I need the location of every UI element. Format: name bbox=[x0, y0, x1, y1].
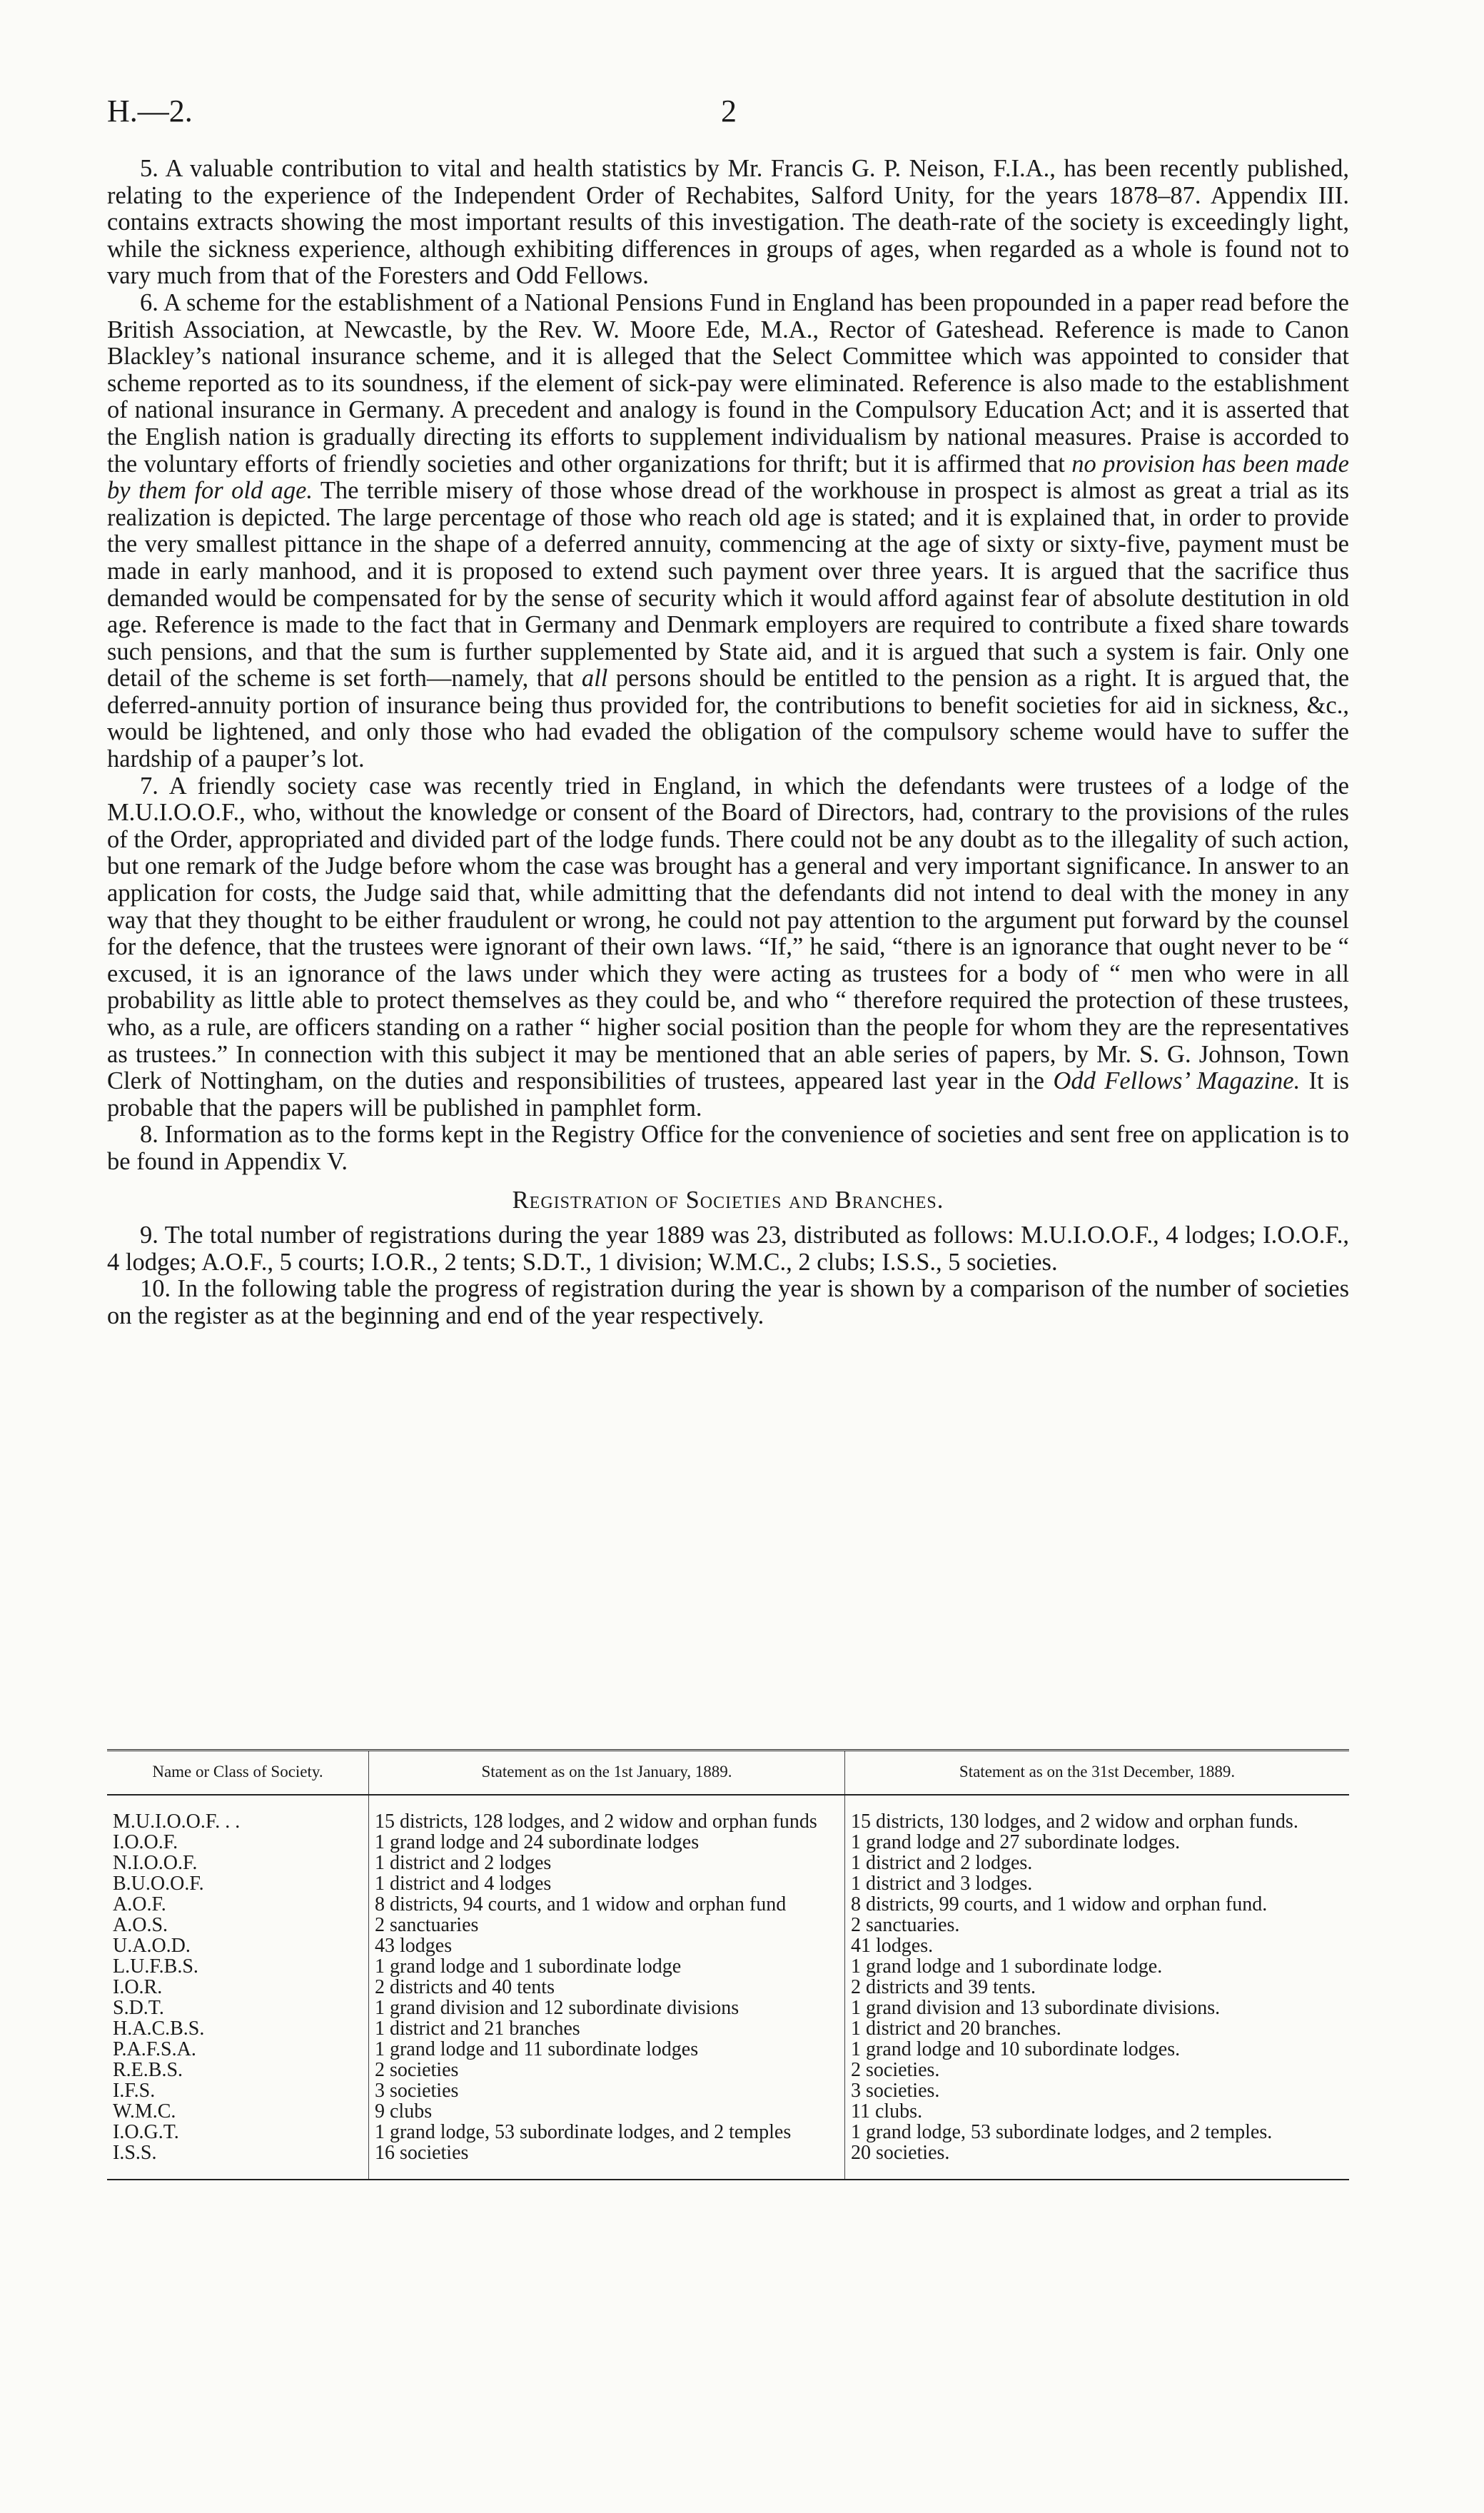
dec-statement-cell: 1 district and 3 lodges. bbox=[845, 1873, 1350, 1894]
paragraph-6: 6. A scheme for the establishment of a National Pensions Fund in England has been propounded in a paper read before the British Association, at Newcastle, by the Rev. W. Moore Ede, M.A., Rector of Gateshead. Reference is made to Canon Blackley’s national insurance scheme, and it is alleged that the Select Committee which was appointed to consider that scheme reported as to its soundness, if the element of sick-pay were eliminated. Reference is also made to the establishment of national insurance in Germany. A precedent and analogy is found in the Compulsory Education Act; and it is asserted that the English nation is gradually directing its efforts to supplement individualism by national measures. Praise is accorded to the voluntary efforts of friendly societies and other organizations for thrift; but it is affirmed that no provision has been made by them for old age. The terrible misery of those whose dread of the workhouse in prospect is almost as great a trial as its realization is depicted. The large percentage of those who reach old age is stated; and it is explained that, in order to provide the very smallest pittance in the shape of a deferred annuity, commencing at the age of sixty or sixty-five, payment must be made in early manhood, and it is proposed to extend such payment over three years. It is argued that the sacrifice thus demanded would be compensated for by the sense of security which it would afford against fear of absolute destitution in old age. Reference is made to the fact that in Germany and Denmark employers are required to contribute a fixed share towards such pensions, and that the sum is further supplemented by State aid, and it is argued that such a system is fair. Only one detail of the scheme is set forth—namely, that all persons should be entitled to the pension as a right. It is argued that, the deferred-annuity portion of insurance being thus provided for, the contributions to benefit societies for aid in sickness, &c., would be lightened, and only those who had evaded the obligation of the compulsory scheme would have to suffer the hardship of a pauper’s lot. bbox=[107, 288, 1350, 773]
paragraph-9: 9. The total number of registrations during the year 1889 was 23, distributed as follows: M.U.I.O.O.F., 4 lodges; I.O.O.F., 4 lodges; A.O.F., 5 courts; I.O.R., 2 tents; S.D.T., 1 division; W.M.C., 2 clubs; I.S.S., 5 societies. bbox=[107, 1222, 1349, 1276]
paragraph-5: 5. A valuable contribution to vital and health statistics by Mr. Francis G. P. Neison, F.I.A., has been recently published, relating to the experience of the Independent Order of Rechabites, Salford Unity, for the years 1878–87. Appendix III. contains extracts showing the most important results of this investigation. The death-rate of the society is exceedingly light, while the sickness experience, although exhibiting differences in groups of ages, when regarded as a whole is found not to vary much from that of the Foresters and Odd Fellows. bbox=[107, 155, 1349, 290]
jan-statement-cell: 1 grand division and 12 subordinate divisions bbox=[369, 1998, 845, 2018]
dec-statement-cell: 11 clubs. bbox=[845, 2101, 1350, 2122]
dec-statement-cell: 1 grand lodge and 1 subordinate lodge. bbox=[845, 1956, 1350, 1977]
registration-table bbox=[107, 1749, 1349, 2180]
paragraph-8: 8. Information as to the forms kept in the Registry Office for the convenience of societies and sent free on application is to be found in Appendix V. bbox=[107, 1121, 1349, 1175]
jan-statement-cell: 9 clubs bbox=[369, 2101, 845, 2122]
jan-statement-cell: 15 districts, 128 lodges, and 2 widow and orphan funds bbox=[369, 1795, 845, 1832]
jan-statement-cell: 1 grand lodge and 24 subordinate lodges bbox=[369, 1832, 845, 1853]
dec-statement-cell: 2 sanctuaries. bbox=[845, 1915, 1350, 1935]
society-name-cell: M.U.I.O.O.F. . . bbox=[113, 1811, 241, 1833]
society-name-cell: H.A.C.B.S. bbox=[113, 2018, 205, 2040]
table-row bbox=[107, 2142, 1349, 2180]
society-name-cell: A.O.S. bbox=[113, 1914, 168, 1936]
table-row bbox=[107, 1935, 1349, 1956]
dec-statement-cell: 1 grand lodge and 10 subordinate lodges. bbox=[845, 2039, 1350, 2060]
paragraph-7: 7. A friendly society case was recently tried in England, in which the defendants were trustees of a lodge of the M.U.I.O.O.F., who, without the knowledge or consent of the Board of Directors, had, contrary to the provisions of the rules of the Order, appropriated and divided part of the lodge funds. There could not be any doubt as to the illegality of such action, but one remark of the Judge before whom the case was brought has a general and very important significance. In answer to an application for costs, the Judge said that, while admitting that the defendants did not intend to deal with the money in any way that they thought to be either fraudulent or wrong, he could not pay attention to the argument put forward by the counsel for the defence, that the trustees were ignorant of their own laws. “If,” he said, “there is an ignorance that ought never to be “ excused, it is an ignorance of the laws under which they were acting as trustees for a body of “ men who were in all probability as little able to protect themselves as they could be, and who “ therefore required the protection of these trustees, who, as a rule, are officers standing on a rather “ higher social position than the people for whom they are the representatives as trustees.” In connection with this subject it may be mentioned that an able series of papers, by Mr. S. G. Johnson, Town Clerk of Nottingham, on the duties and responsibilities of trustees, appeared last year in the Odd Fellows’ Magazine. It is probable that the papers will be published in pamphlet form. bbox=[107, 772, 1350, 1122]
emphasis-text: all bbox=[581, 665, 608, 693]
society-name-cell: R.E.B.S. bbox=[113, 2059, 183, 2081]
jan-statement-cell: 1 grand lodge and 11 subordinate lodges bbox=[369, 2039, 845, 2060]
dec-statement-cell: 3 societies. bbox=[845, 2080, 1350, 2101]
dec-statement-cell: 20 societies. bbox=[845, 2142, 1350, 2180]
paragraph-10: 10. In the following table the progress of registration during the year is shown by a comparison of the number of societies on the register as at the beginning and end of the year respectively. bbox=[107, 1275, 1349, 1329]
column-header: Statement as on the 1st January, 1889. bbox=[369, 1751, 845, 1796]
page-header bbox=[107, 93, 1377, 136]
table-row bbox=[107, 1998, 1349, 2018]
table-row bbox=[107, 2018, 1349, 2039]
jan-statement-cell: 8 districts, 94 courts, and 1 widow and orphan fund bbox=[369, 1894, 845, 1915]
table-row bbox=[107, 2101, 1349, 2122]
society-name-cell: I.F.S. bbox=[113, 2080, 156, 2102]
page-number: 2 bbox=[721, 94, 737, 129]
jan-statement-cell: 2 sanctuaries bbox=[369, 1915, 845, 1935]
society-name-cell: L.U.F.B.S. bbox=[113, 1955, 198, 1978]
jan-statement-cell: 1 grand lodge, 53 subordinate lodges, and 2 temples bbox=[369, 2122, 845, 2142]
section-heading: Registration of Societies and Branches. bbox=[512, 1186, 944, 1214]
table-row bbox=[107, 2039, 1349, 2060]
jan-statement-cell: 2 societies bbox=[369, 2060, 845, 2080]
jan-statement-cell: 2 districts and 40 tents bbox=[369, 1977, 845, 1998]
society-name-cell: I.O.R. bbox=[113, 1976, 163, 1998]
society-name-cell: B.U.O.O.F. bbox=[113, 1873, 204, 1895]
column-header: Statement as on the 31st December, 1889. bbox=[845, 1751, 1350, 1796]
column-header: Name or Class of Society. bbox=[107, 1751, 369, 1796]
dec-statement-cell: 2 societies. bbox=[845, 2060, 1350, 2080]
society-name-cell: S.D.T. bbox=[113, 1997, 164, 2019]
body-text bbox=[107, 156, 1349, 1330]
jan-statement-cell: 1 district and 21 branches bbox=[369, 2018, 845, 2039]
jan-statement-cell: 1 district and 4 lodges bbox=[369, 1873, 845, 1894]
jan-statement-cell: 1 grand lodge and 1 subordinate lodge bbox=[369, 1956, 845, 1977]
document-reference: H.—2. bbox=[107, 94, 193, 129]
table-row bbox=[107, 1832, 1349, 1853]
emphasis-text: no provision has been made by them for old age. bbox=[107, 450, 1349, 505]
dec-statement-cell: 1 district and 20 branches. bbox=[845, 2018, 1350, 2039]
society-name-cell: N.I.O.O.F. bbox=[113, 1852, 198, 1874]
society-name-cell: I.S.S. bbox=[107, 2142, 369, 2180]
society-name-cell: I.O.G.T. bbox=[113, 2121, 179, 2143]
table-row bbox=[107, 1894, 1349, 1915]
dec-statement-cell: 8 districts, 99 courts, and 1 widow and orphan fund. bbox=[845, 1894, 1350, 1915]
dec-statement-cell: 1 grand lodge, 53 subordinate lodges, and 2 temples. bbox=[845, 2122, 1350, 2142]
table-row bbox=[107, 1977, 1349, 1998]
table-row bbox=[107, 1915, 1349, 1935]
table-row bbox=[107, 2060, 1349, 2080]
magazine-title: Odd Fellows’ Magazine. bbox=[1053, 1067, 1301, 1095]
society-name-cell: P.A.F.S.A. bbox=[113, 2038, 196, 2060]
table-row bbox=[107, 2080, 1349, 2101]
jan-statement-cell: 1 district and 2 lodges bbox=[369, 1853, 845, 1873]
jan-statement-cell: 3 societies bbox=[369, 2080, 845, 2101]
table-row bbox=[107, 1853, 1349, 1873]
jan-statement-cell: 43 lodges bbox=[369, 1935, 845, 1956]
table-row bbox=[107, 1795, 1349, 1832]
table-row bbox=[107, 2122, 1349, 2142]
society-name-cell: I.O.O.F. bbox=[113, 1831, 178, 1853]
dec-statement-cell: 1 grand lodge and 27 subordinate lodges. bbox=[845, 1832, 1350, 1853]
table-row bbox=[107, 1873, 1349, 1894]
society-name-cell: U.A.O.D. bbox=[113, 1935, 191, 1957]
dec-statement-cell: 2 districts and 39 tents. bbox=[845, 1977, 1350, 1998]
society-name-cell: A.O.F. bbox=[113, 1893, 166, 1915]
table-row bbox=[107, 1956, 1349, 1977]
society-name-cell: W.M.C. bbox=[113, 2100, 176, 2122]
dec-statement-cell: 1 district and 2 lodges. bbox=[845, 1853, 1350, 1873]
dec-statement-cell: 41 lodges. bbox=[845, 1935, 1350, 1956]
dec-statement-cell: 15 districts, 130 lodges, and 2 widow and orphan funds. bbox=[845, 1795, 1350, 1832]
dec-statement-cell: 1 grand division and 13 subordinate divisions. bbox=[845, 1998, 1350, 2018]
jan-statement-cell: 16 societies bbox=[369, 2142, 845, 2180]
